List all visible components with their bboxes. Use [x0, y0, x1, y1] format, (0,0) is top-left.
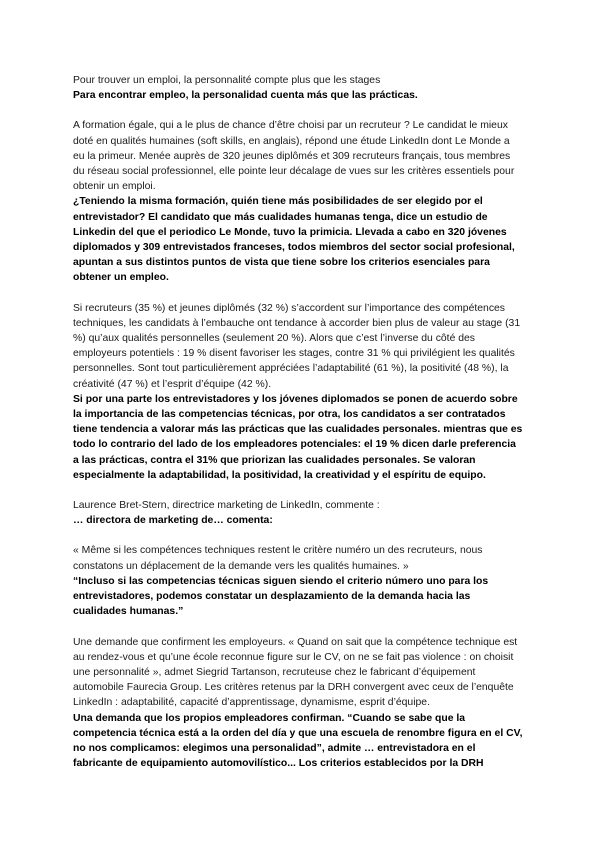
- paragraph-3-french: Laurence Bret-Stern, directrice marketing de LinkedIn, commente :: [73, 500, 380, 512]
- document-page: [73, 73, 523, 771]
- paragraph-gap: [73, 528, 523, 543]
- paragraph-2-french: Si recruteurs (35 %) et jeunes diplômés (32 %) s’accordent sur l’importance des compétences techniques, les candidats à l’embauche ont tendance à accorder bien plus de valeur au stage (31 %) qu’aux qualités personnelles (seulement 20 %). Alors que c’est l’inverse du côté des employeurs potentiels : 19 % disent favoriser les stages, contre 31 % qui privilégient les qualités personnelles. Sont tout particulièrement appréciées l’adaptabilité (61 %), la positivité (48 %), la créativité (47 %) et l’esprit d’équipe (42 %).: [73, 302, 521, 390]
- paragraph-3-spanish: … directora de marketing de… comenta:: [73, 515, 273, 527]
- title-spanish: Para encontrar empleo, la personalidad cuenta más que las prácticas.: [73, 90, 418, 102]
- paragraph-gap: [73, 620, 523, 635]
- paragraph-gap: [73, 286, 523, 301]
- paragraph-5-french: Une demande que confirment les employeurs. « Quand on sait que la compétence technique est au rendez-vous et qu’une école reconnue figure sur le CV, on ne se fait pas violence : on choisit une personnalité », admet Siegrid Tartanson, recruteuse chez le fabricant d’équipement automobile Faurecia Group. Les critères retenus par la DRH convergent avec ceux de l’enquête LinkedIn : adaptabilité, capacité d’apprentissage, dynamisme, esprit d’équipe.: [73, 636, 518, 709]
- paragraph-1-french: A formation égale, qui a le plus de chance d’être choisi par un recruteur ? Le candidat le mieux doté en qualités humaines (soft skills, en anglais), répond une étude LinkedIn dont Le Monde a eu la primeur. Menée auprès de 320 jeunes diplômés et 309 recruteurs français, tous membres du réseau social professionnel, elle pointe leur décalage de vues sur les critères essentiels pour obtenir un emploi.: [73, 120, 515, 193]
- paragraph-gap: [73, 103, 523, 118]
- quote-french: « Même si les compétences techniques restent le critère numéro un des recruteurs, nous constatons un déplacement de la demande vers les qualités humaines. »: [73, 545, 483, 572]
- title-french: Pour trouver un emploi, la personnalité compte plus que les stages: [73, 75, 381, 86]
- paragraph-1-spanish: ¿Teniendo la misma formación, quién tiene más posibilidades de ser elegido por el entrevistador? El candidato que más cualidades humanas tenga, dice un estudio de Linkedin del que el periodico Le Monde, tuvo la primicia. Llevada a cabo en 320 jóvenes diplomados y 309 entrevistados franceses, todos miembros del sector social profesional, apuntan a sus distintos puntos de vista que tiene sobre los criterios esenciales para obtener un empleo.: [73, 196, 515, 284]
- paragraph-gap: [73, 483, 523, 498]
- paragraph-5-spanish: Una demanda que los propios empleadores confirman. “Cuando se sabe que la competencia técnica está a la orden del día y que una escuela de renombre figura en el CV, no nos complicamos: elegimos una personalidad”, admite … entrevistadora en el fabricante de equipamiento automovilístico... Los criterios establecidos por la DRH: [73, 712, 523, 770]
- quote-spanish: “Incluso si las competencias técnicas siguen siendo el criterio número uno para los entrevistadores, podemos constatar un desplazamiento de la demanda hacia las cualidades humanas.”: [73, 575, 489, 618]
- paragraph-2-spanish: Si por una parte los entrevistadores y los jóvenes diplomados se ponen de acuerdo sobre la importancia de las competencias técnicas, por otra, los candidatos a ser contratados tiene tendencia a valorar más las prácticas que las cualidades personales. mientras que es todo lo contrario del lado de los empleadores potenciales: el 19 % dicen darle preferencia a las prácticas, contra el 31% que priorizan las cualidades personales. Se valoran especialmente la adaptabilidad, la positividad, la creatividad y el espíritu de equipo.: [73, 393, 523, 481]
